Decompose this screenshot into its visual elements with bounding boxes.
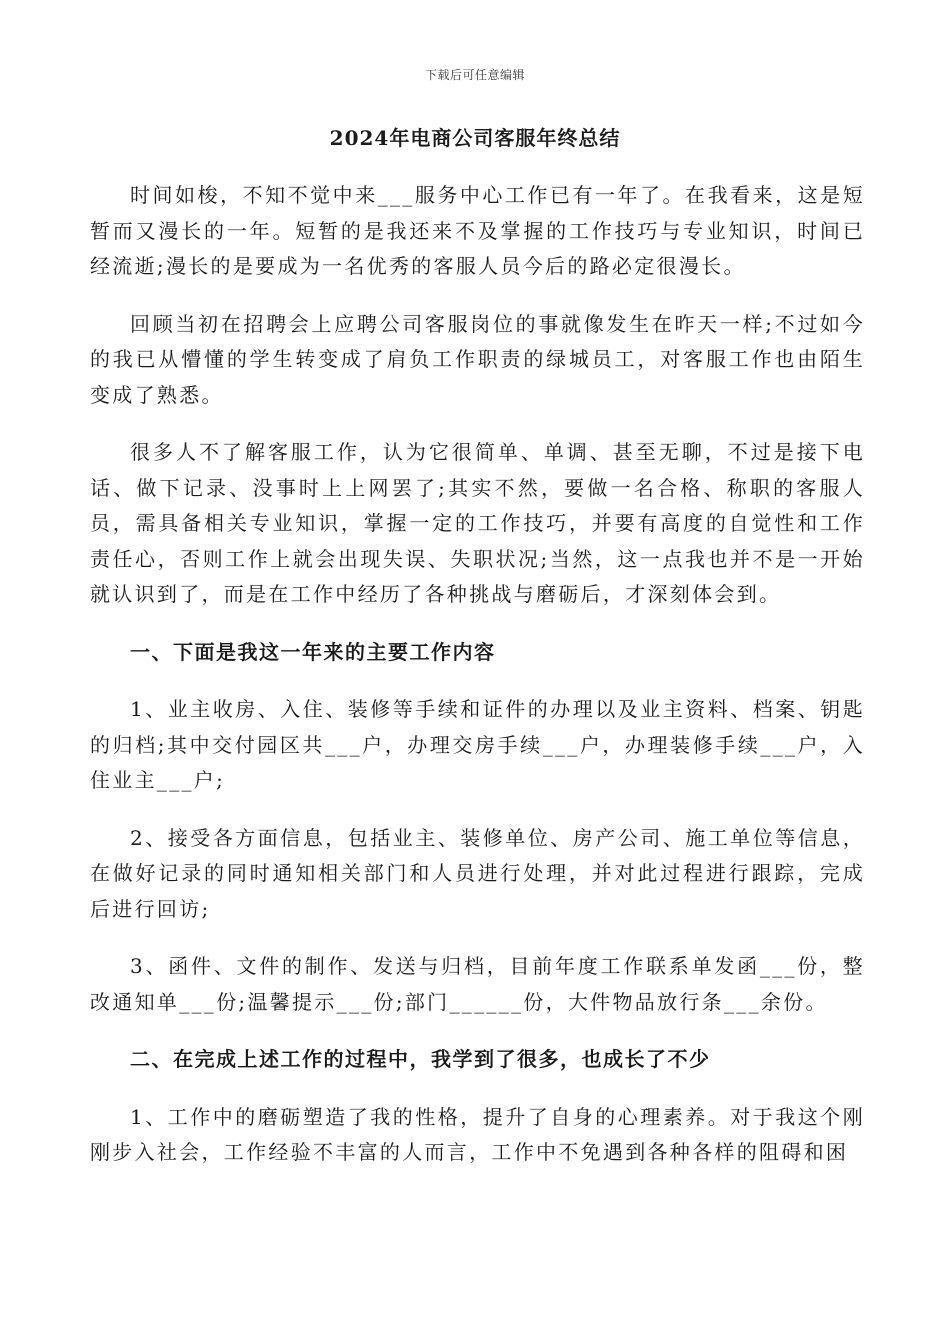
- paragraph-intro: 时间如梭，不知不觉中来___服务中心工作已有一年了。在我看来，这是短暂而又漫长的一年。短暂的是我还来不及掌握的工作技巧与专业知识，时间已经流逝;漫长的是要成为一名优秀的客服人员今后的路必定很漫长。: [90, 183, 865, 278]
- paragraph-review: 回顾当初在招聘会上应聘公司客服岗位的事就像发生在昨天一样;不过如今的我已从懵懂的学生转变成了肩负工作职责的绿城员工，对客服工作也由陌生变成了熟悉。: [90, 311, 865, 407]
- document-title: 2024年电商公司客服年终总结: [329, 126, 621, 150]
- section-heading-growth: 二、在完成上述工作的过程中，我学到了很多，也成长了不少: [130, 1047, 711, 1071]
- paragraph-understanding: 很多人不了解客服工作，认为它很简单、单调、甚至无聊，不过是接下电话、做下记录、没事时上上网罢了;其实不然，要做一名合格、称职的客服人员，需具备相关专业知识，掌握一定的工作技巧，并要有高度的自觉性和工作责任心，否则工作上就会出现失误、失职状况;当然，这一点我也并不是一开始就认识到了，而是在工作中经历了各种挑战与磨砺后，才深刻体会到。: [90, 440, 865, 606]
- list-item-growth-1: 1、工作中的磨砺塑造了我的性格，提升了自身的心理素养。对于我这个刚刚步入社会，工作经验不丰富的人而言，工作中不免遇到各种各样的阻碍和困: [90, 1104, 865, 1164]
- section-heading-main-work: 一、下面是我这一年来的主要工作内容: [130, 639, 496, 664]
- document-body: [90, 178, 865, 1193]
- list-item-work-1: 1、业主收房、入住、装修等手续和证件的办理以及业主资料、档案、钥匙的归档;其中交付园区共___户，办理交房手续___户，办理装修手续___户，入住业主___户;: [90, 697, 865, 792]
- list-item-work-2: 2、接受各方面信息，包括业主、装修单位、房产公司、施工单位等信息，在做好记录的同时通知相关部门和人员进行处理，并对此过程进行跟踪，完成后进行回访;: [90, 825, 865, 921]
- list-item-work-3: 3、函件、文件的制作、发送与归档，目前年度工作联系单发函___份，整改通知单___份;温馨提示___份;部门______份，大件物品放行条___余份。: [90, 954, 865, 1014]
- header-note: 下载后可任意编辑: [424, 68, 525, 82]
